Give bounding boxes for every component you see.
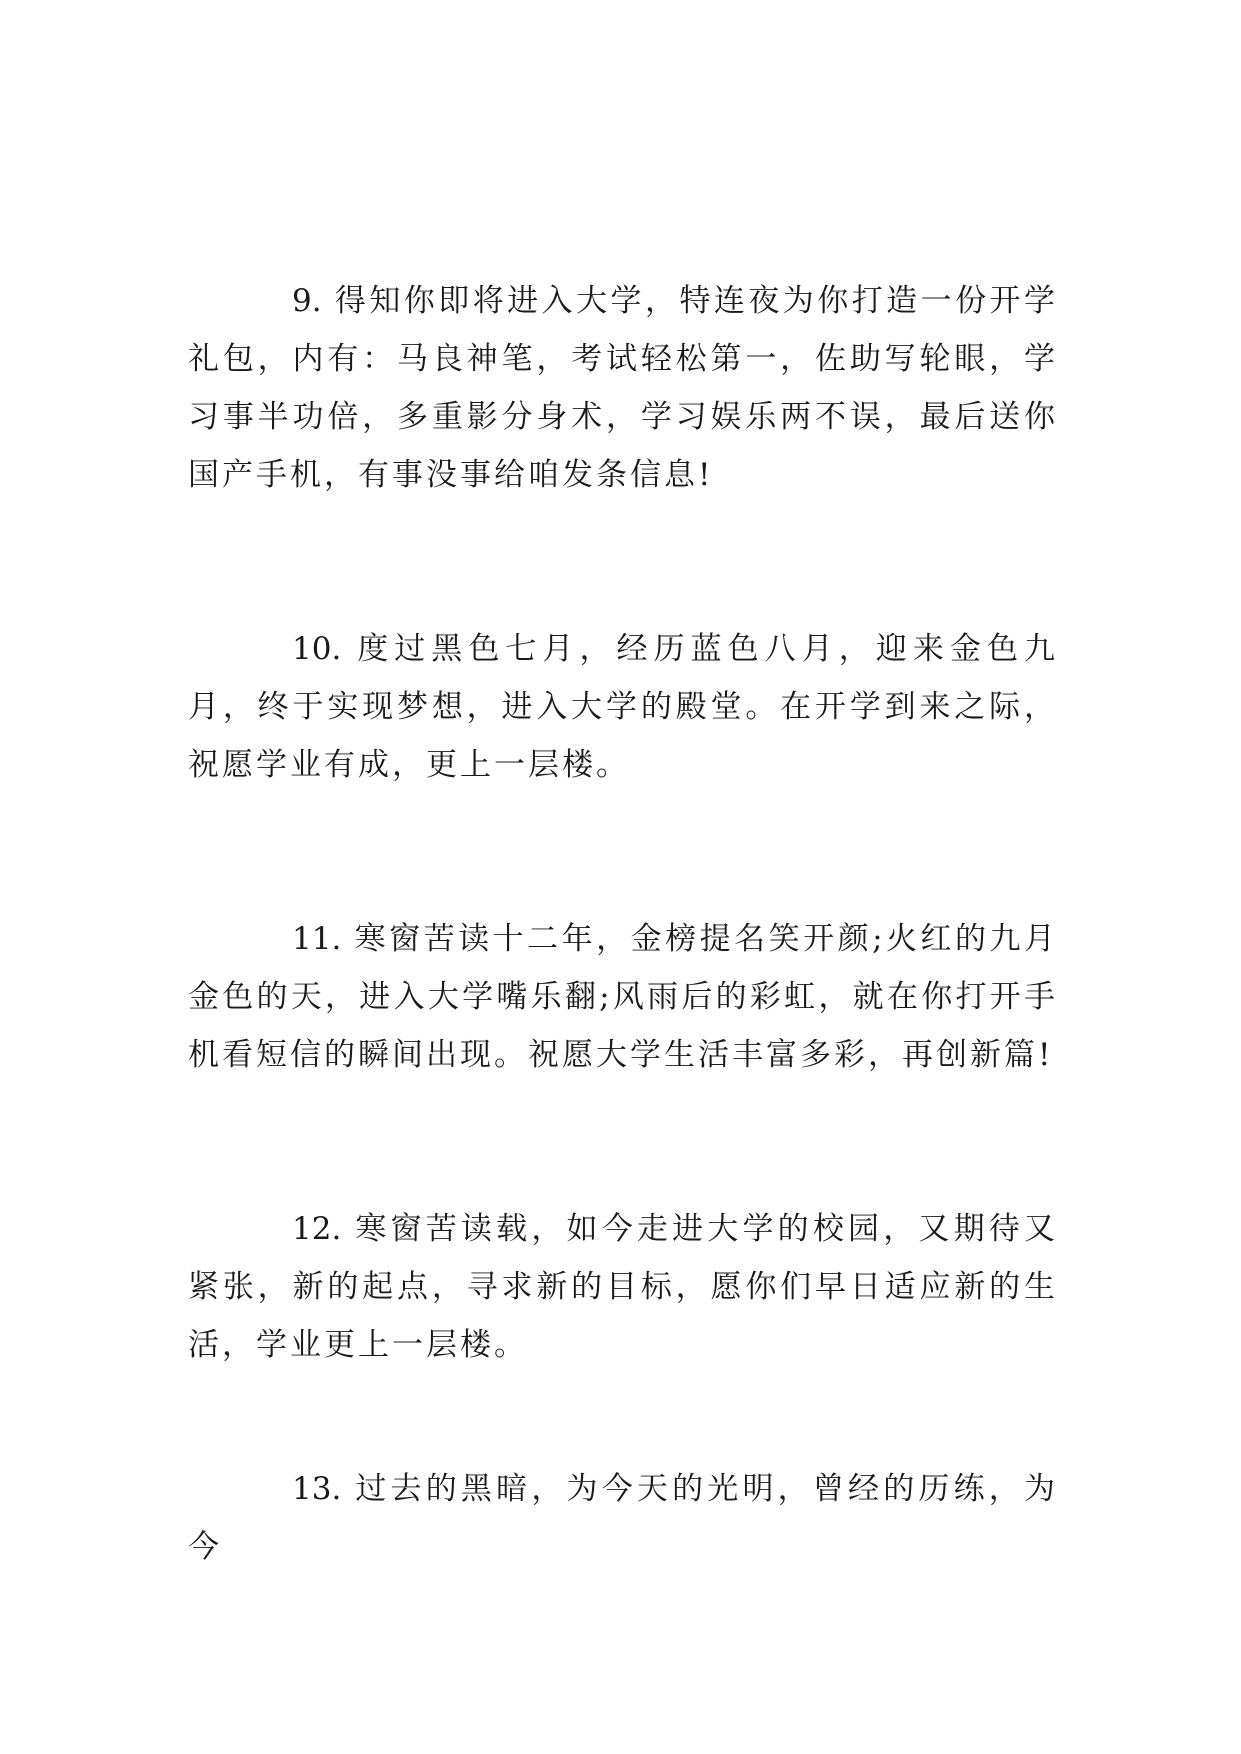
paragraph-number: 12. [292, 1211, 342, 1247]
paragraph-text: 过去的黑暗，为今天的光明，曾经的历练，为今 [188, 1471, 1058, 1565]
paragraph-number: 11. [292, 921, 342, 957]
paragraph-text: 寒窗苦读十二年，金榜提名笑开颜;火红的九月金色的天，进入大学嘴乐翻;风雨后的彩虹，就在你打开手机看短信的瞬间出现。祝愿大学生活丰富多彩，再创新篇! [188, 921, 1058, 1073]
paragraph-number: 10. [292, 631, 342, 667]
paragraph-10 [188, 620, 1058, 794]
paragraph-text: 寒窗苦读载，如今走进大学的校园，又期待又紧张，新的起点，寻求新的目标，愿你们早日适应新的生活，学业更上一层楼。 [188, 1211, 1058, 1363]
paragraph-text: 度过黑色七月，经历蓝色八月，迎来金色九月，终于实现梦想，进入大学的殿堂。在开学到来之际，祝愿学业有成，更上一层楼。 [188, 631, 1059, 783]
paragraph-12 [188, 1200, 1058, 1374]
paragraph-number: 9. [292, 283, 322, 319]
paragraph-11 [188, 910, 1058, 1084]
paragraph-13 [188, 1460, 1058, 1576]
paragraph-9 [188, 272, 1058, 504]
paragraph-text: 得知你即将进入大学，特连夜为你打造一份开学礼包，内有：马良神笔，考试轻松第一，佐助写轮眼，学习事半功倍，多重影分身术，学习娱乐两不误，最后送你国产手机，有事没事给咱发条信息! [188, 283, 1058, 493]
paragraph-number: 13. [292, 1471, 342, 1507]
